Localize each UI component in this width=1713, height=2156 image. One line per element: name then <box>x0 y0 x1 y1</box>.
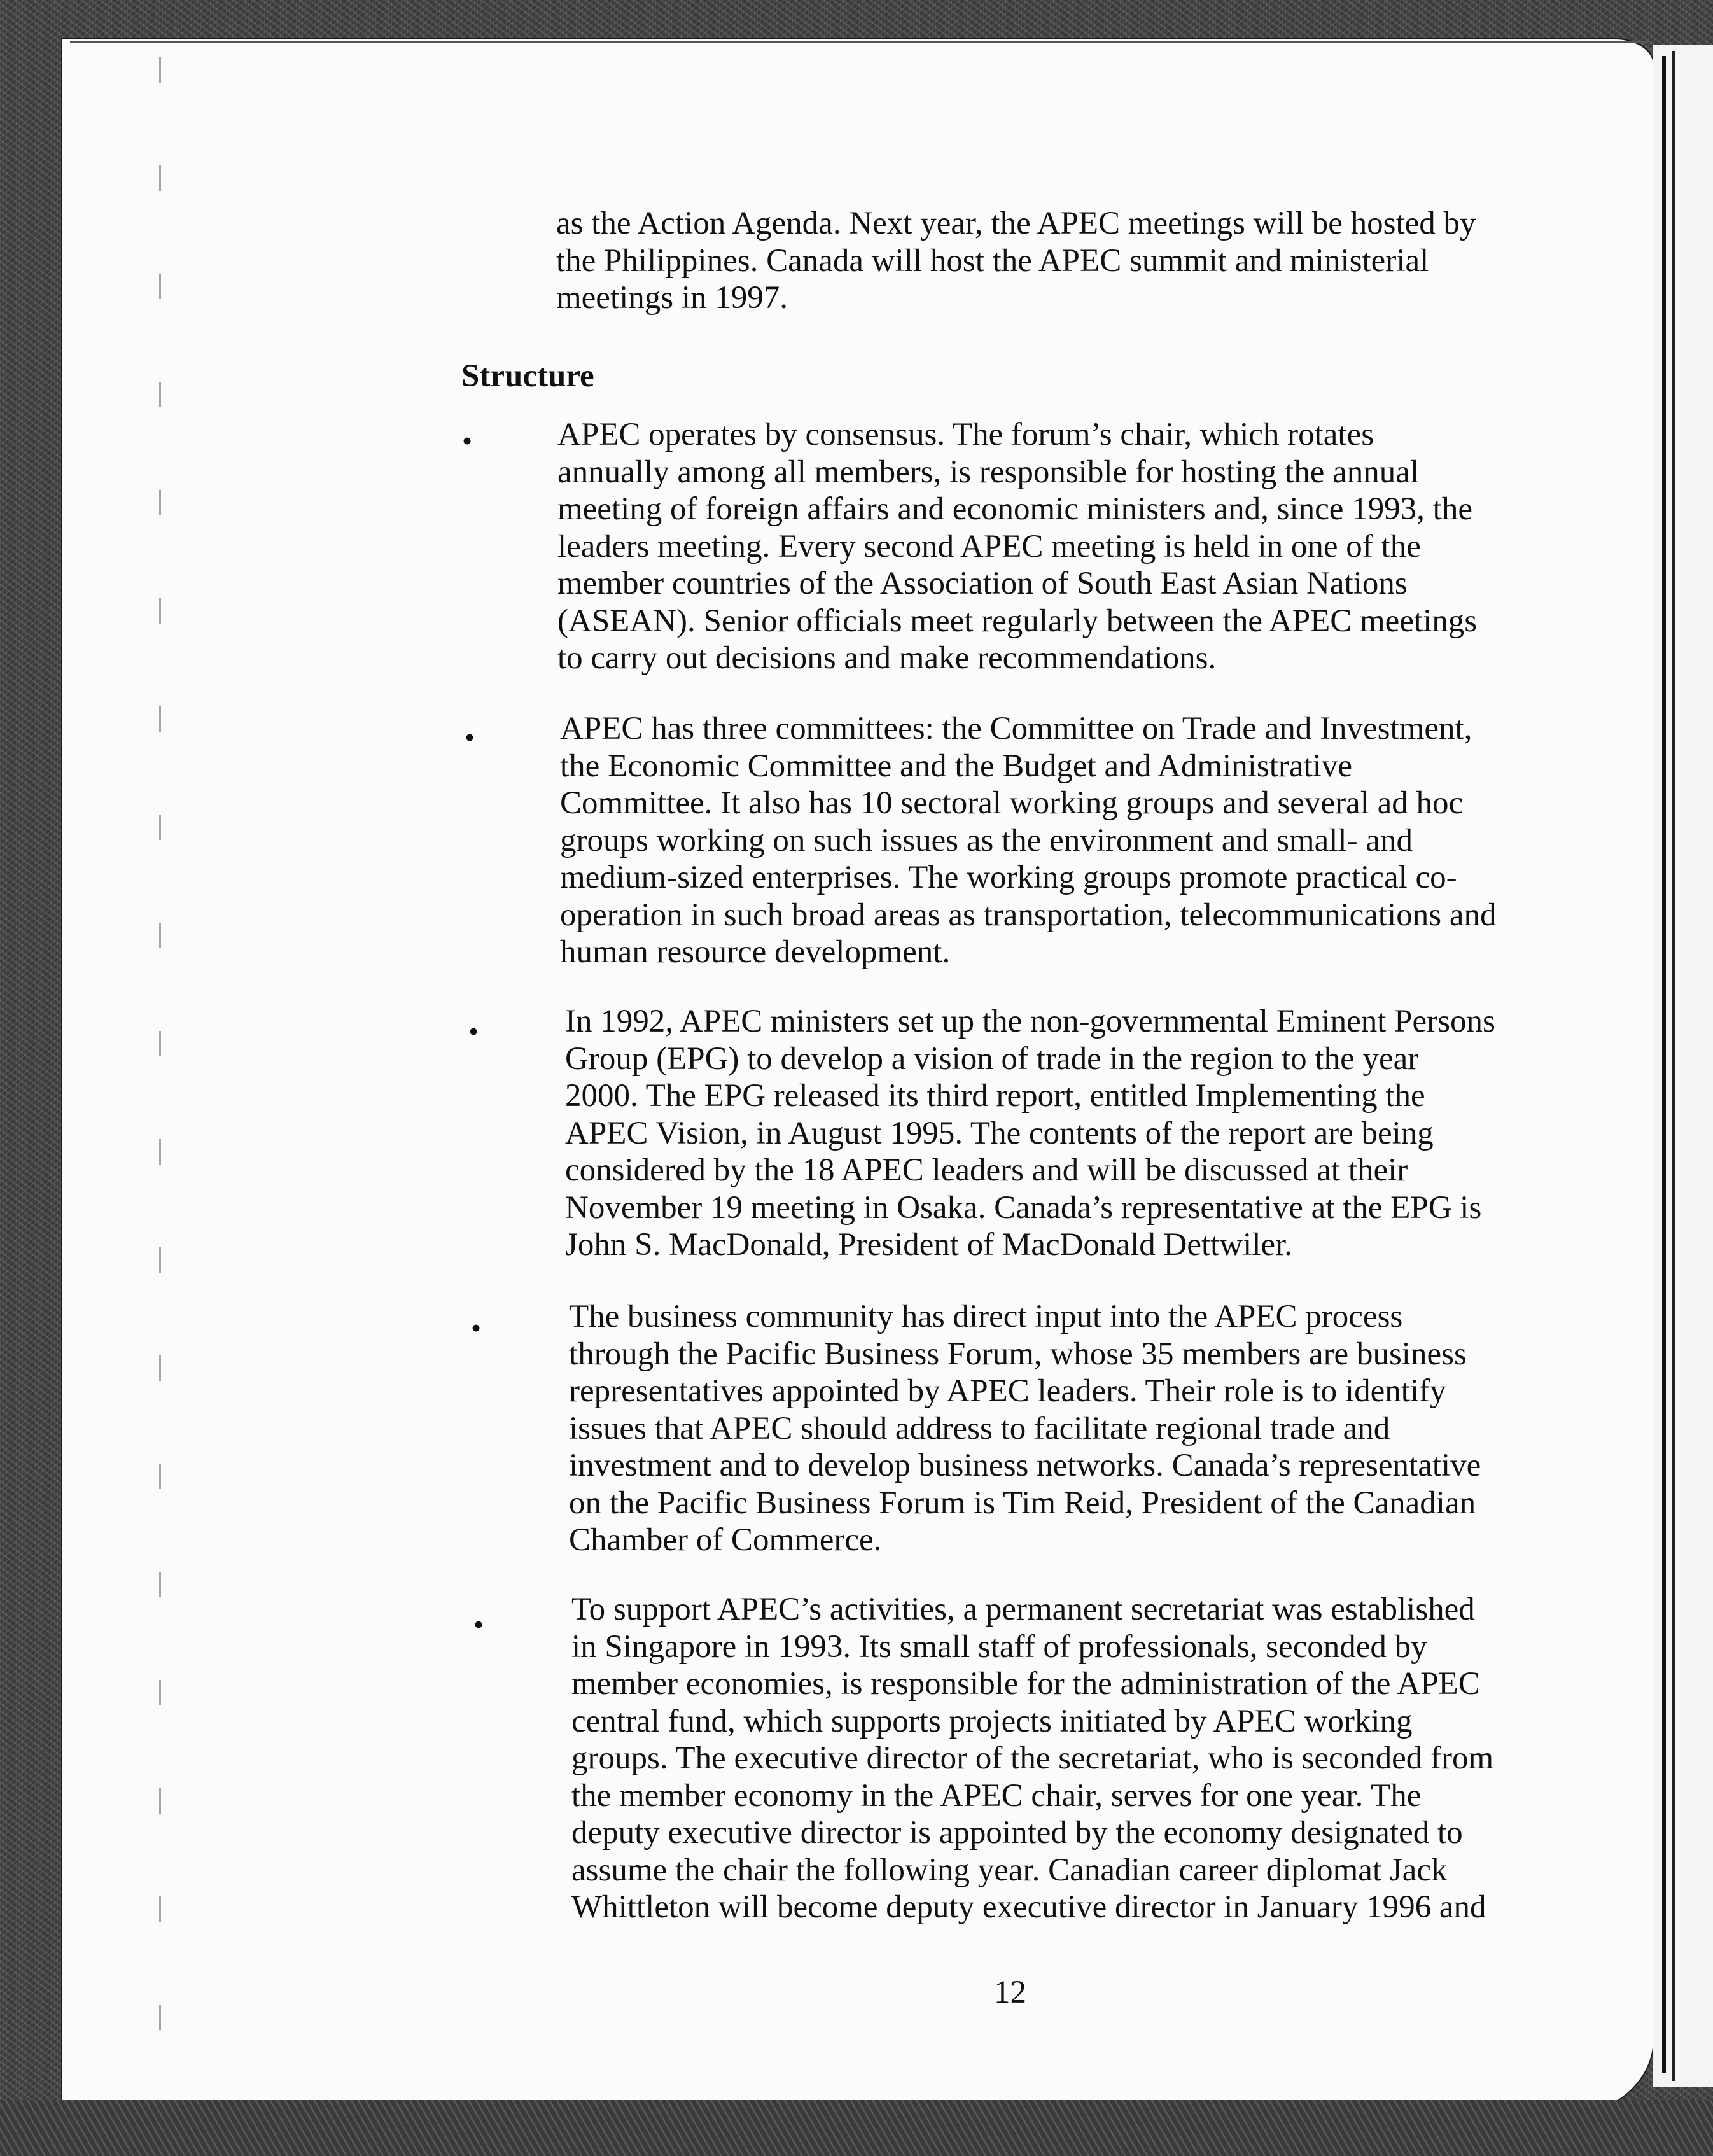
text-line: groups. The executive director of the secretariat, who is seconded from <box>571 1740 1494 1776</box>
bullet-marker: • <box>471 1312 482 1344</box>
text-line: representatives appointed by APEC leaders. Their role is to identify <box>569 1373 1446 1409</box>
text-line: assume the chair the following year. Canadian career diplomat Jack <box>571 1852 1448 1888</box>
text-line: Group (EPG) to develop a vision of trade in the region to the year <box>565 1040 1419 1077</box>
binding-strip <box>1653 45 1713 2087</box>
text-line: through the Pacific Business Forum, whose 35 members are business <box>569 1336 1467 1372</box>
text-line: meetings in 1997. <box>556 280 788 316</box>
bullet-marker: • <box>468 1015 479 1047</box>
bullet-marker: • <box>473 1608 484 1641</box>
text-line: annually among all members, is responsible for hosting the annual <box>557 454 1420 490</box>
text-line: November 19 meeting in Osaka. Canada’s representative at the EPG is <box>565 1189 1482 1226</box>
page-number: 12 <box>994 1975 1026 2010</box>
text-line: John S. MacDonald, President of MacDonald Dettwiler. <box>565 1227 1293 1263</box>
bullet-paragraph <box>571 1591 1551 1926</box>
text-line: groups working on such issues as the environment and small- and <box>560 822 1413 858</box>
bullet-marker: • <box>462 424 473 457</box>
text-line: In 1992, APEC ministers set up the non-governmental Eminent Persons <box>565 1004 1495 1039</box>
text-line: operation in such broad areas as transportation, telecommunications and <box>560 897 1497 933</box>
text-line: member economies, is responsible for the administration of the APEC <box>571 1666 1480 1702</box>
text-line: central fund, which supports projects initiated by APEC working <box>571 1703 1413 1739</box>
intro-paragraph <box>556 205 1536 317</box>
text-line: 2000. The EPG released its third report, entitled Implementing the <box>565 1078 1425 1114</box>
text-line: APEC operates by consensus. The forum’s chair, which rotates <box>557 417 1374 452</box>
text-line: meeting of foreign affairs and economic ministers and, since 1993, the <box>557 491 1472 527</box>
bullet-paragraph <box>565 1003 1545 1264</box>
text-line: the Economic Committee and the Budget and Administrative <box>560 748 1352 784</box>
text-line: in Singapore in 1993. Its small staff of professionals, seconded by <box>571 1628 1427 1665</box>
bullet-paragraph <box>560 710 1540 971</box>
text-line: the member economy in the APEC chair, serves for one year. The <box>571 1777 1422 1814</box>
top-edge-rule <box>70 41 1648 43</box>
text-line: Committee. It also has 10 sectoral working groups and several ad hoc <box>560 785 1464 821</box>
text-line: human resource development. <box>560 934 951 970</box>
text-line: APEC has three committees: the Committee on Trade and Investment, <box>560 711 1472 746</box>
section-heading: Structure <box>461 358 594 394</box>
bullet-marker: • <box>465 721 475 753</box>
text-line: Whittleton will become deputy executive director in January 1996 and <box>571 1889 1486 1925</box>
text-line: APEC Vision, in August 1995. The contents of the report are being <box>565 1115 1434 1151</box>
bullet-paragraph <box>557 416 1537 677</box>
text-line: (ASEAN). Senior officials meet regularly between the APEC meetings <box>557 603 1478 639</box>
bullet-paragraph <box>569 1298 1549 1559</box>
text-line: member countries of the Association of South East Asian Nations <box>557 566 1408 601</box>
text-line: Chamber of Commerce. <box>569 1522 882 1558</box>
text-line: considered by the 18 APEC leaders and will be discussed at their <box>565 1152 1408 1188</box>
scan-bottom-edge <box>0 2100 1713 2156</box>
text-line: the Philippines. Canada will host the APEC summit and ministerial <box>556 242 1429 279</box>
text-line: on the Pacific Business Forum is Tim Reid, President of the Canadian <box>569 1485 1476 1521</box>
text-line: investment and to develop business networks. Canada’s representative <box>569 1448 1481 1483</box>
text-line: leaders meeting. Every second APEC meeting is held in one of the <box>557 528 1421 564</box>
text-line: to carry out decisions and make recommendations. <box>557 640 1217 676</box>
margin-marks <box>159 57 161 2043</box>
text-line: To support APEC’s activities, a permanent secretariat was established <box>571 1592 1475 1627</box>
text-line: as the Action Agenda. Next year, the APEC meetings will be hosted by <box>556 206 1476 241</box>
text-line: issues that APEC should address to facilitate regional trade and <box>569 1410 1390 1446</box>
text-line: deputy executive director is appointed by the economy designated to <box>571 1815 1463 1851</box>
text-line: The business community has direct input into the APEC process <box>569 1299 1403 1334</box>
text-line: medium-sized enterprises. The working groups promote practical co- <box>560 860 1457 895</box>
